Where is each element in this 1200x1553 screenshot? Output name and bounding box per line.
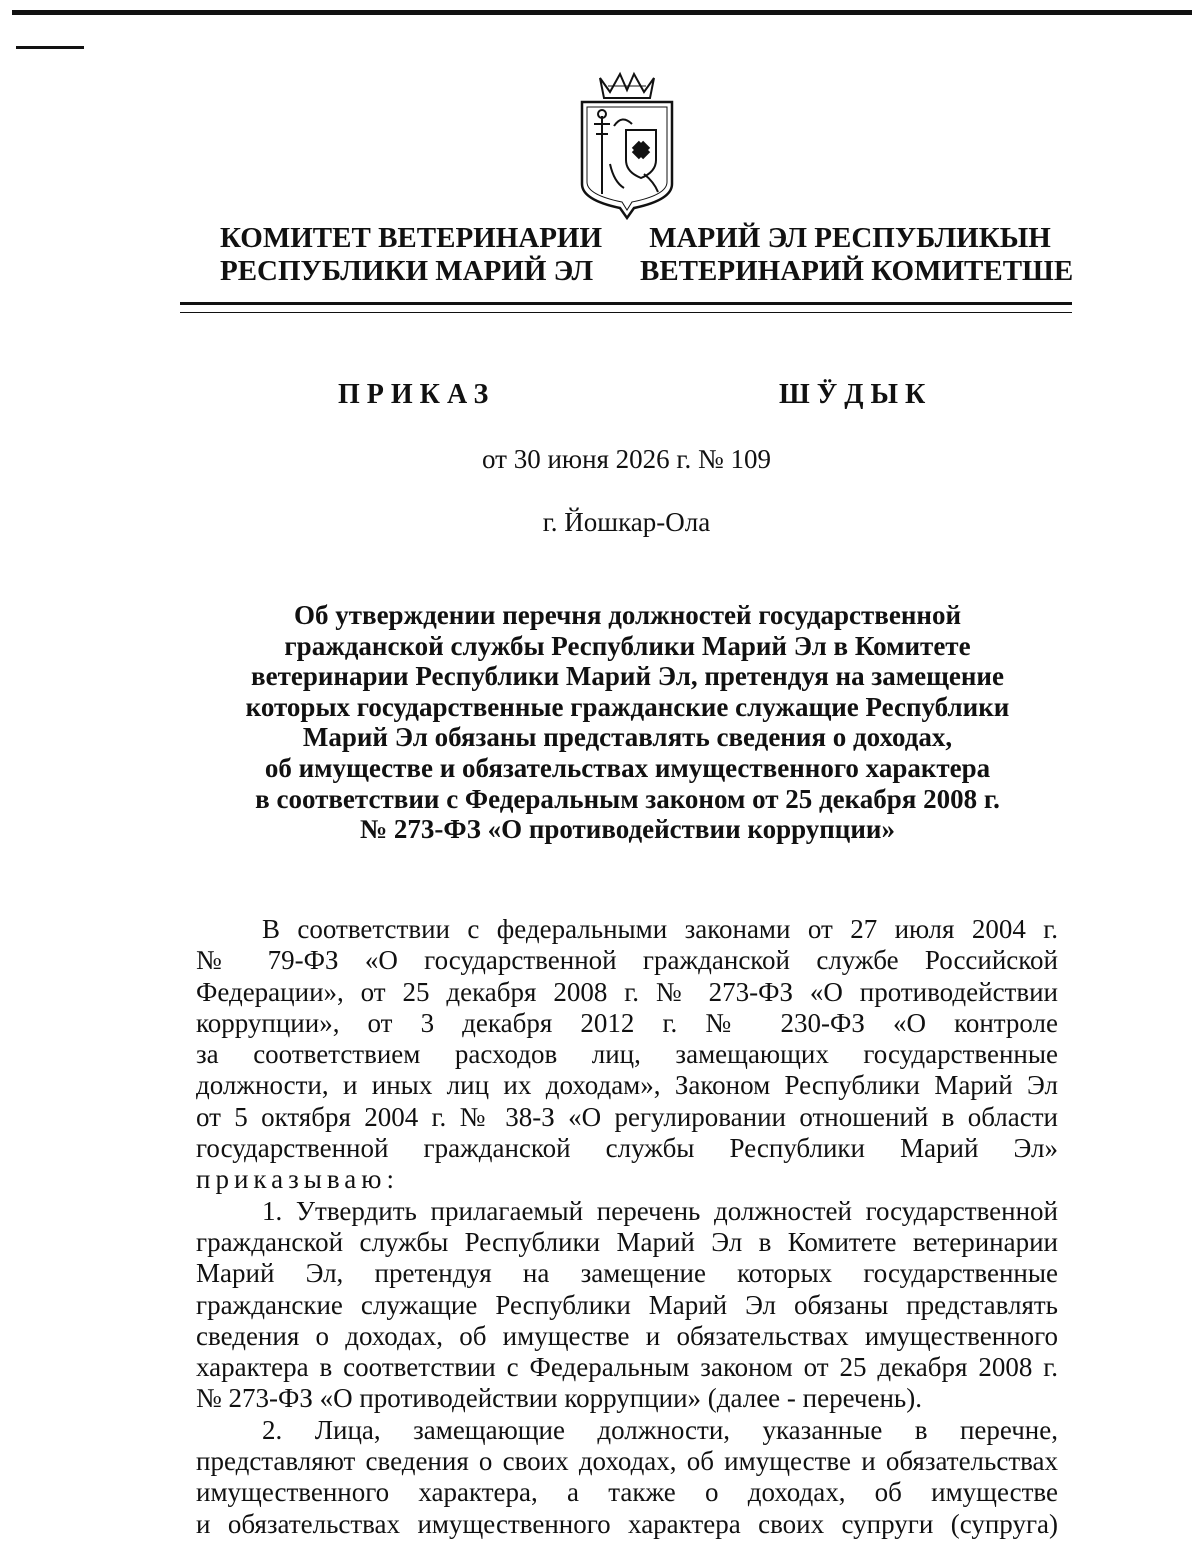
body-line: имущественного характера, а также о доходах, об имуществе [196,1477,1058,1508]
body-line: за соответствием расходов лиц, замещающих государственные [196,1039,1058,1070]
org-name-russian-line2: РЕСПУБЛИКИ МАРИЙ ЭЛ [220,255,594,287]
title-line: № 273-ФЗ «О противодействии коррупции» [360,814,895,845]
body-line: сведения о доходах, об имуществе и обязательствах имущественного [196,1320,1058,1351]
org-name-mari-line2: ВЕТЕРИНАРИЙ КОМИТЕТШЕ [640,255,1074,287]
org-name-mari [640,222,1074,288]
document-title [200,600,1055,845]
order-label-russian: ПРИКАЗ [338,379,496,410]
body-line: должности, и иных лиц их доходам», Законом Республики Марий Эл [196,1070,1058,1101]
order-city: г. Йошкар-Ола [542,507,711,537]
org-name-russian-line1: КОМИТЕТ ВЕТЕРИНАРИИ [220,222,603,254]
body-line: от 5 октября 2004 г. № 38-З «О регулировании отношений в области [196,1101,1058,1132]
title-line: Об утверждении перечня должностей государственной [293,600,962,630]
body-line: Федерации», от 25 декабря 2008 г. № 273-ФЗ «О противодействии [196,976,1058,1007]
body-line: гражданской службы Республики Марий Эл в Комитете ветеринарии [196,1226,1058,1257]
org-name-russian [220,222,603,288]
order-label-mari: ШӰДЫК [779,379,933,410]
title-line: которых государственные гражданские служащие Республики [245,691,1010,722]
top-border-rule [12,10,1192,15]
org-name-mari-line1: МАРИЙ ЭЛ РЕСПУБЛИКЫН [649,222,1051,254]
body-line: 2. Лица, замещающие должности, указанные в перечне, [262,1414,1058,1445]
body-line: В соответствии с федеральными законами от 27 июля 2004 г. [262,914,1058,944]
body-line: № 273-ФЗ «О противодействии коррупции» (далее - перечень). [196,1383,922,1414]
title-line: ветеринарии Республики Марий Эл, претендуя на замещение [251,661,1004,692]
body-line: приказываю: [196,1164,399,1195]
corner-mark [16,46,84,49]
body-line: 1. Утвердить прилагаемый перечень должностей государственной [262,1195,1058,1226]
body-line: коррупции», от 3 декабря 2012 г. № 230-ФЗ «О контроле [196,1007,1058,1038]
title-line: в соответствии с Федеральным законом от 25 декабря 2008 г. [255,783,1000,814]
body-line: характера в соответствии с Федеральным законом от 25 декабря 2008 г. [196,1352,1058,1383]
body-line: № 79-ФЗ «О государственной гражданской службе Российской [196,945,1058,976]
body-line: гражданские служащие Республики Марий Эл обязаны представлять [196,1289,1058,1320]
body-line: и обязательствах имущественного характера своих супруги (супруга) [196,1508,1058,1539]
coat-of-arms-icon [574,64,680,222]
body-line: Марий Эл, претендуя на замещение которых государственные [196,1258,1058,1289]
header-divider-thin [180,312,1072,313]
title-line: об имуществе и обязательствах имущественного характера [264,752,991,783]
header-divider-thick [180,302,1072,305]
title-line: гражданской службы Республики Марий Эл в Комитете [284,630,971,661]
order-dateline: от 30 июня 2026 г. № 109 [482,444,771,474]
body-line: государственной гражданской службы Республики Марий Эл» [196,1133,1058,1164]
title-line: Марий Эл обязаны представлять сведения о доходах, [302,722,953,753]
document-body [196,914,1058,1540]
body-line: представляют сведения о своих доходах, об имуществе и обязательствах [196,1446,1058,1477]
